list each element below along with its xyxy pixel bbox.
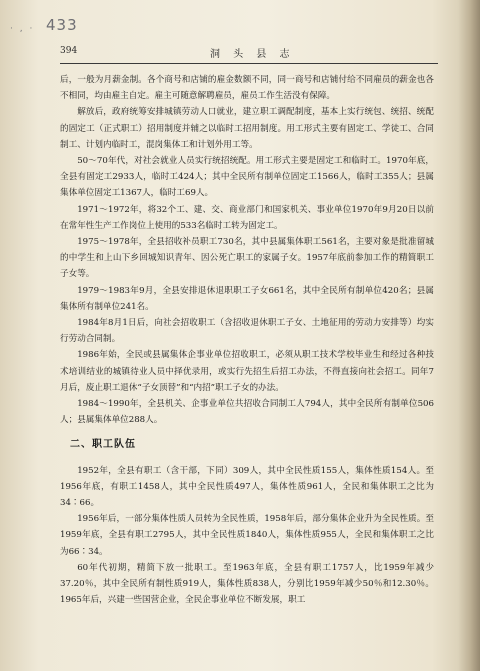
handwritten-page-annotation: 433: [46, 16, 78, 34]
pencil-marks: · , ·: [10, 24, 35, 34]
section-heading: 二、职工队伍: [70, 439, 136, 451]
running-title: 洞 头 县 志: [210, 49, 295, 60]
page-number: 394: [60, 46, 78, 56]
header-rule: [60, 63, 438, 64]
paragraph: 后，一般为月薪金制。各个商号和店铺的雇金数额不同，同一商号和店铺付给不同雇员的薪金也各不相同，均由雇主自定。雇主可随意解聘雇员，雇员工作生活没有保障。: [60, 75, 434, 102]
paragraph: 1986年始，全民或县属集体企事业单位招收职工，必须从职工技术学校毕业生和经过各种技术培训结业的城镇待业人员中择优录用，或实行先招生后招工办法，不得直接向社会招工。同年7月后，废止职工退休“子女顶替”和“内招”职工子女的办法。: [60, 350, 434, 393]
paragraph: 1975～1978年，全县招收补员职工730名，其中县属集体职工561名，主要对象是批准留城的中学生和上山下乡回城知识青年、因公死亡职工的家属子女。1957年底前参加工作的精简职工子女等。: [60, 237, 434, 280]
paragraph: 解放后，政府统筹安排城镇劳动人口就业，建立职工调配制度，基本上实行统包、统招、统配的固定工（正式职工）招用制度并辅之以临时工招用制度。用工形式主要有固定工、学徒工、合同制工、计划内临时工，混岗集体工和计划外用工等。: [60, 107, 434, 150]
paragraph: 1984～1990年，全县机关、企事业单位共招收合同制工人794人，其中全民所有制单位506人；县属集体单位288人。: [60, 399, 434, 426]
body-text: [60, 72, 434, 609]
paragraph: 1952年，全县有职工（含干部，下同）309人，其中全民性质155人，集体性质154人。至1956年底，有职工1458人，其中全民性质497人，集体性质961人，全民和集体职工之比为34∶66。: [60, 465, 434, 509]
paragraph: 50～70年代，对社会就业人员实行统招统配。用工形式主要是固定工和临时工。1970年底，全县有固定工2933人，临时工424人；其中全民所有制单位固定工1566人，临时工355人；县属集体单位固定工1367人，临时工69人。: [60, 156, 434, 199]
paragraph: 1984年8月1日后，向社会招收职工（含招收退休职工子女、土地征用的劳动力安排等）均实行劳动合同制。: [60, 318, 434, 345]
page-binding-shadow: [458, 0, 480, 671]
paragraph: 60年代初期，精简下放一批职工。至1963年底，全县有职工1757人，比1959年减少37.20％，其中全民所有制性质919人，集体性质838人，分别比1959年减少50％和12.30％。1965年后，兴建一些国营企业，全民企事业单位不断发展，职工: [60, 562, 434, 606]
page-header: [60, 46, 438, 64]
paragraph: 1971～1972年，将32个工、建、交、商业部门和国家机关、事业单位1970年9月20日以前在常年性生产工作岗位上使用的533名临时工转为固定工。: [60, 204, 434, 231]
paragraph: 1979～1983年9月，全县安排退休退职职工子女661名，其中全民所有制单位420名；县属集体所有制单位241名。: [60, 285, 434, 312]
paragraph: 1956年后，一部分集体性质人员转为全民性质，1958年后，部分集体企业升为全民性质。至1959年底，全县有职工2795人，其中全民性质1840人，集体性质955人，全民和集体职工之比为66∶34。: [60, 514, 434, 557]
